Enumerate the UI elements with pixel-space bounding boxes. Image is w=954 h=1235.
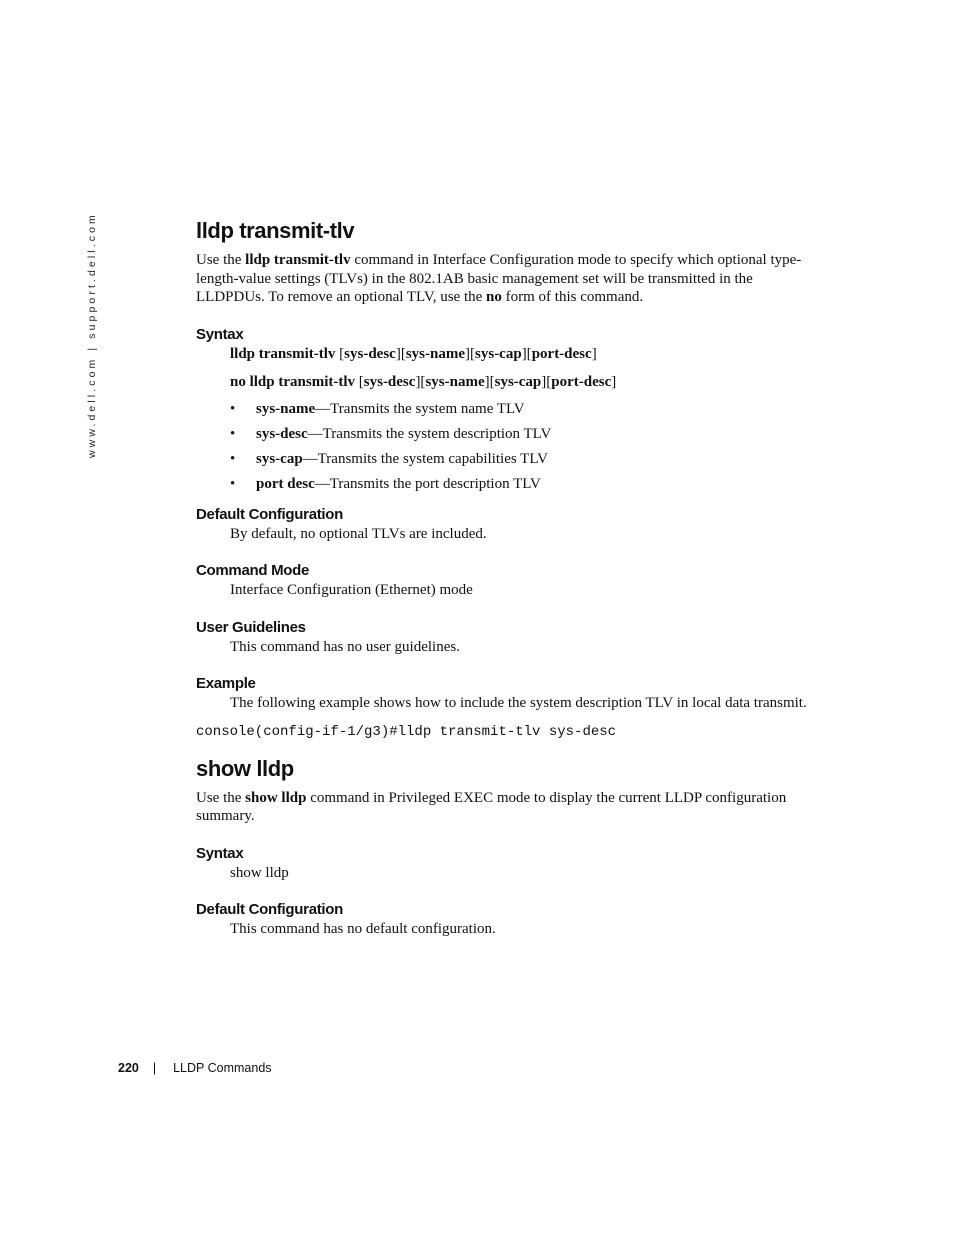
section-lldp-transmit-tlv <box>196 214 816 741</box>
bracket: ][ <box>541 373 552 390</box>
option-term: port desc <box>256 476 315 492</box>
syntax-arg: port-desc <box>531 345 592 362</box>
example-heading: Example <box>196 675 256 692</box>
list-item <box>196 425 816 444</box>
command-mode-text: Interface Configuration (Ethernet) mode <box>230 582 473 598</box>
syntax-section <box>196 325 816 494</box>
section-title: lldp transmit-tlv <box>196 218 355 243</box>
syntax-arg: sys-name <box>405 345 466 362</box>
list-item <box>196 450 816 469</box>
bullet: • <box>230 476 236 492</box>
intro-text: Use the <box>196 252 246 268</box>
syntax-section <box>196 844 816 883</box>
syntax-text: show lldp <box>230 864 289 881</box>
user-guidelines-text: This command has no user guidelines. <box>230 638 460 655</box>
option-term: sys-name <box>256 401 316 417</box>
intro-text: Use the <box>196 789 246 806</box>
intro-no-keyword: no <box>486 289 502 305</box>
bracket: [ <box>335 345 345 362</box>
bracket: ] <box>591 345 597 362</box>
syntax-line <box>230 373 816 392</box>
bracket: ] <box>611 373 617 390</box>
bracket: ][ <box>415 373 426 390</box>
option-desc: —Transmits the system capabilities TLV <box>302 451 548 467</box>
page-number: 220 <box>118 1061 139 1075</box>
chapter-name: LLDP Commands <box>173 1061 272 1075</box>
intro-paragraph <box>196 789 816 826</box>
list-item <box>196 400 816 419</box>
intro-text: command in Privileged EXEC mode to display the current LLDP configuration summary. <box>196 789 787 824</box>
syntax-command: lldp transmit-tlv <box>230 345 336 362</box>
syntax-arg: sys-desc <box>344 345 396 362</box>
example-code: console(config-if-1/g3)#lldp transmit-tlv sys-desc <box>196 723 617 740</box>
option-desc: —Transmits the system name TLV <box>315 401 525 417</box>
options-list <box>196 400 816 494</box>
syntax-line <box>230 345 816 364</box>
default-config-heading: Default Configuration <box>196 505 344 523</box>
footer-separator: | <box>152 1061 157 1075</box>
user-guidelines-heading: User Guidelines <box>196 618 306 636</box>
option-desc: —Transmits the port description TLV <box>314 476 541 492</box>
bracket: ][ <box>395 345 406 362</box>
default-config-section <box>196 505 816 544</box>
list-item <box>196 475 816 494</box>
bracket: [ <box>355 373 364 390</box>
section-show-lldp <box>196 752 816 939</box>
bullet: • <box>230 451 236 467</box>
intro-command: lldp transmit-tlv <box>245 252 351 268</box>
example-section <box>196 674 816 741</box>
intro-command: show lldp <box>245 789 307 806</box>
syntax-arg: sys-desc <box>363 373 416 390</box>
bullet: • <box>230 401 236 417</box>
bracket: ][ <box>521 345 532 362</box>
syntax-arg: sys-name <box>425 373 485 390</box>
option-term: sys-desc <box>256 426 308 442</box>
example-text: The following example shows how to include the system description TLV in local data transmit. <box>230 695 807 711</box>
default-config-text: This command has no default configuration. <box>230 921 496 937</box>
page-content <box>196 214 816 939</box>
page-footer <box>118 1061 272 1075</box>
option-desc: —Transmits the system description TLV <box>307 426 552 442</box>
bracket: ][ <box>484 373 495 390</box>
intro-text: command in Interface Configuration mode to specify which optional type-length-value settings (TLVs) in the 802.1AB basic management set will be transmitted in the LLDPDUs. To remove an optional TLV, use the <box>196 252 802 305</box>
bracket: ][ <box>465 345 476 362</box>
default-config-heading: Default Configuration <box>196 901 344 918</box>
side-url: www.dell.com | support.dell.com <box>86 212 98 458</box>
user-guidelines-section <box>196 618 816 657</box>
syntax-command: no lldp transmit-tlv <box>230 373 356 390</box>
syntax-heading: Syntax <box>196 325 244 343</box>
option-term: sys-cap <box>256 451 303 467</box>
command-mode-heading: Command Mode <box>196 562 310 579</box>
syntax-heading: Syntax <box>196 844 244 862</box>
default-config-section <box>196 900 816 939</box>
bullet: • <box>230 426 236 442</box>
default-config-text: By default, no optional TLVs are included. <box>230 525 487 542</box>
section-title: show lldp <box>196 755 294 781</box>
intro-text: form of this command. <box>501 289 644 305</box>
syntax-arg: sys-cap <box>494 373 542 390</box>
syntax-arg: port-desc <box>551 373 612 390</box>
intro-paragraph <box>196 251 816 307</box>
syntax-arg: sys-cap <box>475 345 522 362</box>
command-mode-section <box>196 561 816 600</box>
